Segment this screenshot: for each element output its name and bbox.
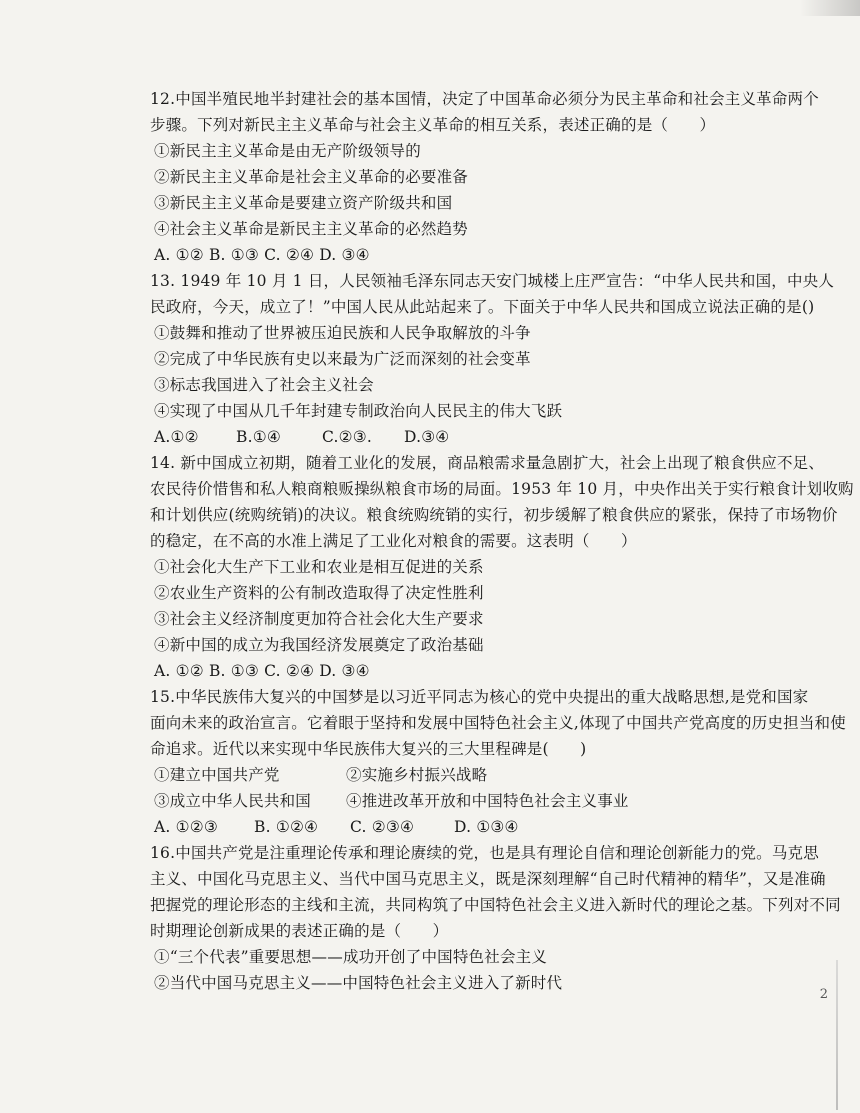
- option-item: ③社会主义经济制度更加符合社会化大生产要求: [154, 610, 484, 628]
- question-stem-line: 主义、中国化马克思主义、当代中国马克思主义，既是深刻理解“自己时代精神的精华”，又是准确: [150, 870, 826, 888]
- choice-a: A. ①②③: [154, 818, 218, 836]
- scan-corner-shadow: [800, 0, 860, 16]
- answer-choices: [150, 814, 820, 840]
- option-item: ②农业生产资料的公有制改造取得了决定性胜利: [154, 584, 484, 602]
- answer-choices: A. ①② B. ①③ C. ②④ D. ③④: [154, 246, 370, 264]
- option-row: [150, 788, 820, 814]
- choice-d: D.③④: [404, 428, 450, 446]
- choice-b: B.①④: [236, 428, 281, 446]
- question-stem-line: 面向未来的政治宣言。它着眼于坚持和发展中国特色社会主义,体现了中国共产党高度的历史担当和使: [150, 714, 846, 732]
- answer-choices: A. ①② B. ①③ C. ②④ D. ③④: [154, 662, 370, 680]
- choice-c: C. ②③④: [350, 818, 415, 836]
- option-item: ①“三个代表”重要思想——成功开创了中国特色社会主义: [154, 948, 548, 966]
- option-item: ④推进改革开放和中国特色社会主义事业: [346, 792, 629, 810]
- question-14: [150, 450, 854, 684]
- option-item: ①鼓舞和推动了世界被压迫民族和人民争取解放的斗争: [154, 324, 531, 342]
- question-12: [150, 86, 820, 268]
- question-stem-line: 时期理论创新成果的表述正确的是（ ）: [150, 922, 449, 940]
- answer-choices: [150, 424, 820, 450]
- question-13: [150, 268, 835, 450]
- option-item: ②新民主主义革命是社会主义革命的必要准备: [154, 168, 469, 186]
- question-stem-line: 命追求。近代以来实现中华民族伟大复兴的三大里程碑是( ): [150, 740, 587, 758]
- option-item: ④社会主义革命是新民主主义革命的必然趋势: [154, 220, 469, 238]
- question-stem-line: 的稳定，在不高的水准上满足了工业化对粮食的需要。这表明（ ）: [150, 532, 637, 550]
- question-15: [150, 684, 846, 840]
- choice-d: D. ①③④: [454, 818, 519, 836]
- option-item: ①建立中国共产党: [154, 766, 280, 784]
- question-stem-line: 16.中国共产党是注重理论传承和理论赓续的党，也是具有理论自信和理论创新能力的党。马克思: [150, 844, 819, 862]
- question-stem-line: 14. 新中国成立初期，随着工业化的发展，商品粮需求量急剧扩大，社会上出现了粮食供应不足、: [150, 454, 825, 472]
- question-stem-line: 民政府，今天，成立了！”中国人民从此站起来了。下面关于中华人民共和国成立说法正确的是(): [150, 298, 815, 316]
- question-stem-line: 12.中国半殖民地半封建社会的基本国情，决定了中国革命必须分为民主革命和社会主义革命两个: [150, 90, 819, 108]
- question-stem-line: 和计划供应(统购统销)的决议。粮食统购统销的实行，初步缓解了粮食供应的紧张，保持了市场物价: [150, 506, 838, 524]
- question-stem-line: 农民待价惜售和私人粮商粮贩操纵粮食市场的局面。1953 年 10 月，中央作出关于实行粮食计划收购: [150, 480, 854, 498]
- option-item: ③新民主主义革命是要建立资产阶级共和国: [154, 194, 453, 212]
- question-stem-line: 把握党的理论形态的主线和主流，共同构筑了中国特色社会主义进入新时代的理论之基。下列对不同: [150, 896, 841, 914]
- option-item: ④新中国的成立为我国经济发展奠定了政治基础: [154, 636, 484, 654]
- question-stem-line: 15.中华民族伟大复兴的中国梦是以习近平同志为核心的党中央提出的重大战略思想,是党和国家: [150, 688, 809, 706]
- question-list: [150, 86, 854, 996]
- choice-c: C.②③.: [322, 428, 372, 446]
- option-item: ②实施乡村振兴战略: [346, 766, 488, 784]
- option-row: [150, 762, 820, 788]
- option-item: ③标志我国进入了社会主义社会: [154, 376, 374, 394]
- option-item: ②当代中国马克思主义——中国特色社会主义进入了新时代: [154, 974, 563, 992]
- question-16: [150, 840, 841, 996]
- choice-b: B. ①②④: [254, 818, 319, 836]
- option-item: ①社会化大生产下工业和农业是相互促进的关系: [154, 558, 484, 576]
- option-item: ①新民主主义革命是由无产阶级领导的: [154, 142, 421, 160]
- scan-edge-shadow: [836, 960, 838, 1110]
- page-number: 2: [819, 987, 828, 1002]
- question-stem-line: 13. 1949 年 10 月 1 日，人民领袖毛泽东同志天安门城楼上庄严宣告：“中华人民共和国，中央人: [150, 272, 835, 290]
- option-item: ③成立中华人民共和国: [154, 792, 312, 810]
- option-item: ②完成了中华民族有史以来最为广泛而深刻的社会变革: [154, 350, 531, 368]
- option-item: ④实现了中国从几千年封建专制政治向人民民主的伟大飞跃: [154, 402, 563, 420]
- choice-a: A.①②: [154, 428, 199, 446]
- question-stem-line: 步骤。下列对新民主主义革命与社会主义革命的相互关系，表述正确的是（ ）: [150, 116, 716, 134]
